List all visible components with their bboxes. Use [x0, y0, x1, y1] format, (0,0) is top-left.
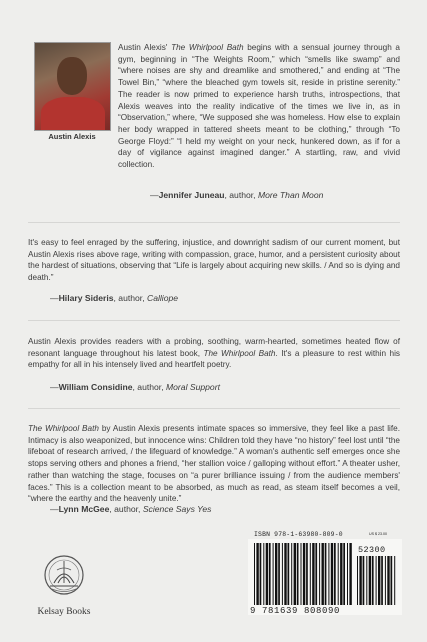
divider: [28, 222, 400, 223]
attribution-name: Jennifer Juneau: [158, 190, 225, 200]
publisher-logo: [40, 553, 88, 603]
blurb-attribution: —Lynn McGee, author, Science Says Yes: [50, 504, 212, 514]
blurb-segment: begins with a sensual journey through a gym, beginning in “The Weights Room,” which “smells like swamp” and “where noises are shy and dreamlike and smothered,” and ending at “The Towel Bin,” “where the bleached gym towels sit, reside in pristine serenity.” The reader is now primed to experience harsh truths, introspections, that Alexis weaves into the reality indicative of the times we live in, as in “Observation,” where, “We supposed she was homeless. How else to explain her body wrapped in tattered sheets meant to be clothing,” through “To George Floyd:” “I held my weight on your neck, hunkered down, as if for a day of vigilance against imagined danger.” A startling, raw, and vivid collection.: [118, 43, 400, 170]
attribution-name: Hilary Sideris: [58, 293, 114, 303]
blurb-text: [118, 42, 400, 171]
publisher-name: Kelsay Books: [37, 607, 91, 617]
blurb-attribution: —William Considine, author, Moral Support: [50, 382, 220, 392]
blurb-segment: Austin Alexis': [118, 43, 172, 52]
author-photo: [34, 42, 111, 131]
barcode-addon: [357, 556, 397, 605]
attribution-book-title: Moral Support: [165, 382, 220, 392]
book-title: The Whirlpool Bath: [171, 43, 244, 52]
blurb-attribution: —Hilary Sideris, author, Calliope: [50, 293, 179, 303]
blurb-attribution: —Jennifer Juneau, author, More Than Moon: [150, 190, 324, 200]
blurb-segment: . It's a pleasure to rest within his empathy for all in his intensely lived and heartfelt poetry.: [28, 348, 400, 370]
blurb-segment: It's easy to feel enraged by the suffering, injustice, and downright sadism of our current moment, but Austin Alexis rises above rage, writing with compassion, grace, humor, and a persistent curiosity about the hardest of situations, observing that “Life is largely about acquiring new skills. / And so is dying and death.”: [28, 238, 400, 283]
book-title: The Whirlpool Bath: [28, 424, 99, 433]
blurb-segment: by Austin Alexis presents intimate spaces so immersive, they feel like a past life. Intimacy is also weaponized, but innocence wins: Children told they have “no history” feel lost until “the lifeboat of research arrived, / the lifeguard of knowledge.” A woman's authentic self emerges once she stops serving others and phones a friend, “her stallion voice / galloping without effort.” A theater usher, rather than watching the stage, focuses on “a purer brilliance issuing / from the audience members' faces.” This is a collection meant to be absorbed, as much as read, as steam itself becomes a veil, “where the earthy and the heavenly unite.”: [28, 424, 400, 504]
book-title: The Whirlpool Bath: [203, 348, 276, 358]
attribution-book-title: Science Says Yes: [142, 504, 212, 514]
blurb-text: [28, 423, 400, 505]
blurb-text: [28, 237, 400, 284]
blurb-text: [28, 336, 400, 371]
isbn-text: ISBN 978-1-63980-809-0: [254, 531, 343, 538]
blurb-segment: Austin Alexis provides readers with a probing, soothing, warm-hearted, sometimes heated flow of resonant language throughout his latest book,: [28, 337, 400, 358]
author-photo-caption: Austin Alexis: [48, 132, 96, 141]
barcode-digits: 9 781639 808090: [250, 606, 341, 616]
barcode-addon-digits: 52300: [358, 545, 386, 555]
attribution-name: William Considine: [58, 382, 133, 392]
attribution-book-title: More Than Moon: [257, 190, 324, 200]
attribution-name: Lynn McGee: [58, 504, 110, 514]
barcode: [254, 543, 354, 605]
divider: [28, 408, 400, 409]
attribution-book-title: Calliope: [146, 293, 179, 303]
divider: [28, 320, 400, 321]
price-text: US $ 23.00: [369, 532, 387, 536]
